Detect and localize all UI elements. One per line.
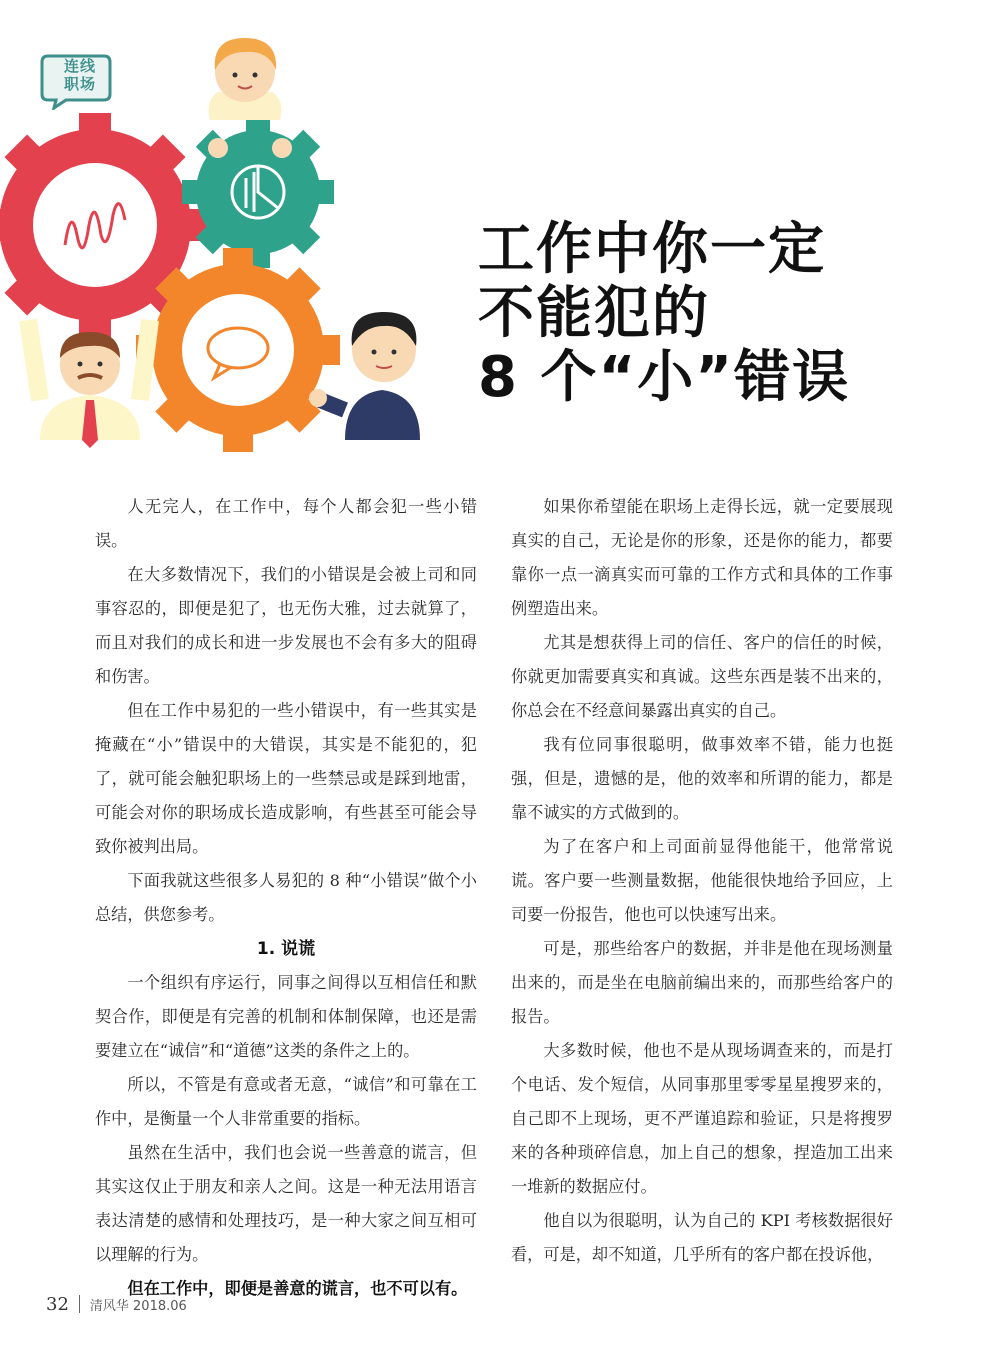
paragraph: 虽然在生活中，我们也会说一些善意的谎言，但其实这仅止于朋友和亲人之间。这是一种无法用语言表达清楚的感情和处理技巧，是一种大家之间互相可以理解的行为。: [95, 1143, 477, 1264]
paragraph: 为了在客户和上司面前显得他能干，他常常说谎。客户要一些测量数据，他能很快地给予回应，上司要一份报告，他也可以快速写出来。: [511, 837, 893, 924]
man-yellow-shirt-icon: [28, 320, 150, 448]
page-footer: [46, 1292, 187, 1316]
magazine-issue: 清风华 2018.06: [89, 1298, 187, 1314]
gears-illustration: [0, 20, 460, 460]
badge-line-2: 职场: [63, 75, 96, 93]
left-column: [95, 490, 477, 1306]
page-number: 32: [46, 1293, 69, 1315]
paragraph: 尤其是想获得上司的信任、客户的信任的时候，你就更加需要真实和真诚。这些东西是装不出来的，你总会在不经意间暴露出真实的自己。: [511, 633, 893, 720]
section-heading: 1. 说谎: [256, 939, 316, 959]
emphasis-paragraph: 但在工作中，即便是善意的谎言，也不可以有。: [127, 1279, 468, 1298]
paragraph: 大多数时候，他也不是从现场调查来的，而是打个电话、发个短信，从同事那里零零星星搜罗来的，自己即不上现场，更不严谨追踪和验证，只是将搜罗来的各种琐碎信息，加上自己的想象，捏造加工出来一堆新的数据应付。: [511, 1041, 893, 1196]
man-navy-sweater-icon: [309, 312, 420, 440]
paragraph: 一个组织有序运行，同事之间得以互相信任和默契合作，即便是有完善的机制和体制保障，也还是需要建立在“诚信”和“道德”这类的条件之上的。: [95, 973, 477, 1060]
green-gear-icon: [182, 116, 334, 268]
article-title: [478, 218, 978, 410]
paragraph: 可是，那些给客户的数据，并非是他在现场测量出来的，而是坐在电脑前编出来的，而那些给客户的报告。: [511, 939, 893, 1026]
paragraph: 所以，不管是有意或者无意，“诚信”和可靠在工作中，是衡量一个人非常重要的指标。: [95, 1075, 477, 1128]
title-line-3: 8 个“小”错误: [478, 345, 851, 410]
paragraph: 如果你希望能在职场上走得长远，就一定要展现真实的自己，无论是你的形象，还是你的能力，都要靠你一点一滴真实而可靠的工作方式和具体的工作事例塑造出来。: [511, 497, 893, 618]
paragraph: 我有位同事很聪明，做事效率不错，能力也挺强，但是，遗憾的是，他的效率和所谓的能力，都是靠不诚实的方式做到的。: [511, 735, 893, 822]
badge-line-1: 连线: [63, 57, 96, 75]
paragraph: 下面我就这些很多人易犯的 8 种“小错误”做个小总结，供您参考。: [95, 871, 477, 924]
footer-divider: [79, 1295, 80, 1313]
title-line-2: 不能犯的: [478, 281, 710, 346]
orange-gear-icon: [136, 248, 340, 452]
right-column: [511, 490, 893, 1272]
paragraph: 但在工作中易犯的一些小错误中，有一些其实是掩藏在“小”错误中的大错误，其实是不能犯的，犯了，就可能会触犯职场上的一些禁忌或是踩到地雷，可能会对你的职场成长造成影响，有些甚至可能会导致你被判出局。: [95, 701, 477, 856]
paragraph: 在大多数情况下，我们的小错误是会被上司和同事容忍的，即便是犯了，也无伤大雅，过去就算了，而且对我们的成长和进一步发展也不会有多大的阻碍和伤害。: [95, 565, 477, 686]
paragraph: 人无完人，在工作中，每个人都会犯一些小错误。: [95, 497, 477, 550]
title-line-1: 工作中你一定: [478, 217, 826, 282]
paragraph: 他自以为很聪明，认为自己的 KPI 考核数据很好看，可是，却不知道，几乎所有的客户都在投诉他，: [511, 1211, 893, 1264]
